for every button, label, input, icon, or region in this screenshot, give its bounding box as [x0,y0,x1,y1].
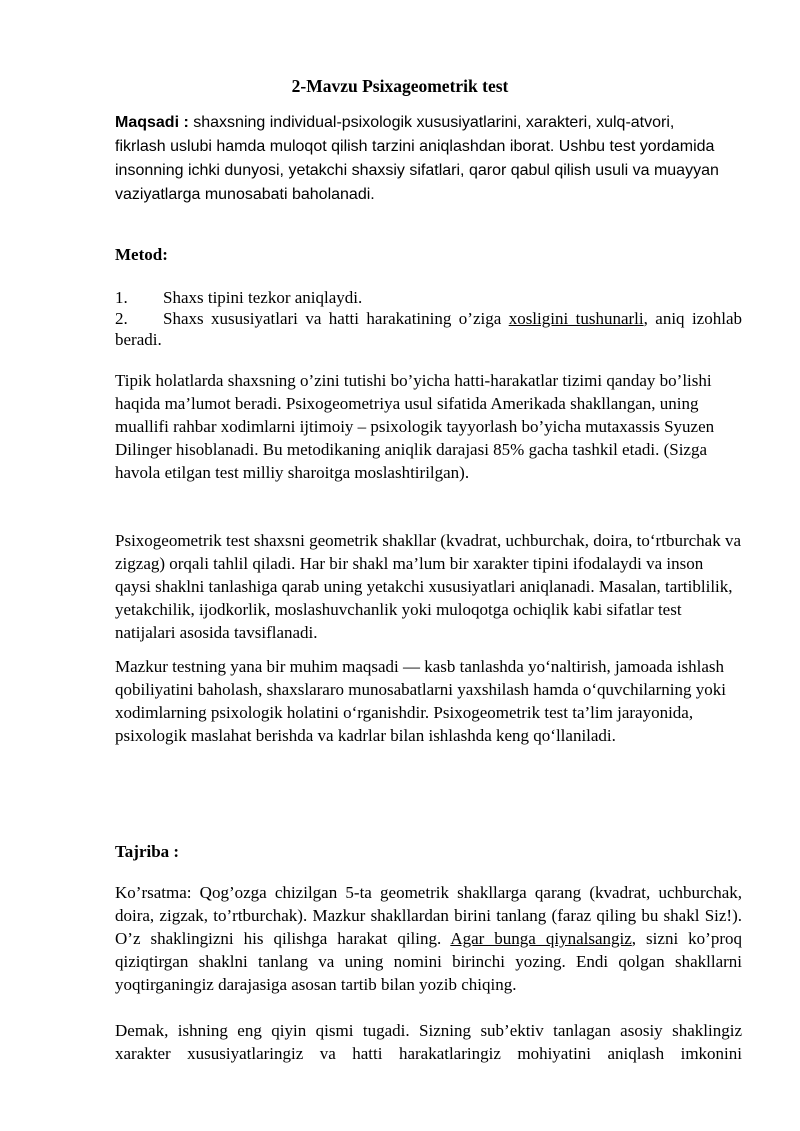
goal-paragraph [115,111,725,207]
method-list [115,287,742,350]
instruction-text-end: , sizni ko’proq qiziqtirgan shaklni tanlang va uning nomini birinchi yozing. Endi qolgan shakllarni yoqtirganingiz darajasiga asosan tartib bilan yozib chiqing. [115,929,742,994]
body-paragraph: Mazkur testning yana bir muhim maqsadi — kasb tanlashda yo‘naltirish, jamoada ishlash qobiliyatini baholash, shaxslararo munosabatlarni yaxshilash hamda o‘quvchilarning yoki xodimlarning psixologik holatini o‘rganishdir. Psixogeometrik test ta’lim jarayonida, psixologik maslahat berishda va kadrlar bilan ishlashda keng qo‘llaniladi. [115,657,726,745]
list-item-text: Shaxs tipini tezkor aniqlaydi. [163,288,363,307]
experiment-heading: Tajriba : [115,842,180,861]
list-number: 1. [115,288,128,307]
instruction-text: Ko’rsatma: Qog’ozga chizilgan 5-ta geometrik shakllarga qarang (kvadrat, uchburchak, doira, zigzak, to’rtburchak). Mazkur shakllardan birini tanlang (faraz qiling bu shakl Siz!). O’z shaklingizni his qilishga harakat qiling. [115,883,742,948]
method-list-item [115,308,742,350]
body-paragraph: Psixogeometrik test shaxsni geometrik shakllar (kvadrat, uchburchak, doira, to‘rtburchak va zigzag) orqali tahlil qiladi. Har bir shakl ma’lum bir xarakter tipini ifodalaydi va inson qaysi shaklni tanlashiga qarab uning yetakchi xususiyatlari aniqlanadi. Masalan, tartiblilik, yetakchilik, ijodkorlik, moslashuvchanlik yoki muloqotga ochiqlik kabi sifatlar test natijalari asosida tavsiflanadi. [115,531,741,642]
goal-label: Maqsadi : [115,114,189,131]
underlined-phrase: Agar bunga qiynalsangiz [450,929,632,948]
underlined-phrase: xosligini tushunarli [508,309,644,328]
document-title: 2-Mavzu Psixageometrik test [291,76,509,96]
continuation-paragraph: Demak, ishning eng qiyin qismi tugadi. Sizning sub’ektiv tanlagan asosiy shaklingiz xarakter xususiyatlaringiz va hatti harakatlaringiz mohiyatini aniqlash imkonini [115,1021,742,1063]
method-heading: Metod: [115,245,168,264]
goal-text: shaxsning individual-psixologik xususiyatlarini, xarakteri, xulq-atvori, fikrlash uslubi hamda muloqot qilish tarzini aniqlashdan iborat. Ushbu test yordamida insonning ichki dunyosi, yetakchi shaxsiy sifatlari, qaror qabul qilish usuli va muayyan vaziyatlarga munosabati baholanadi. [115,114,719,203]
body-paragraph: Tipik holatlarda shaxsning o’zini tutishi bo’yicha hatti-harakatlar tizimi qanday bo’lishi haqida ma’lumot beradi. Psixogeometriya usul sifatida Amerikada shakllangan, uning muallifi rahbar xodimlarni ijtimoiy – psixologik tayyorlash bo’yicha mutaxassis Syuzen Dilinger hisoblanadi. Bu metodikaning aniqlik darajasi 85% gacha tashkil etadi. (Sizga havola etilgan test milliy sharoitga moslashtirilgan). [115,371,715,482]
list-item-text-end: , aniq izohlab beradi. [115,309,742,349]
instruction-paragraph [115,881,742,996]
list-item-text: Shaxs xususiyatlari va hatti harakatining o’ziga [163,309,509,328]
method-list-item [115,287,742,308]
list-number: 2. [115,309,128,328]
